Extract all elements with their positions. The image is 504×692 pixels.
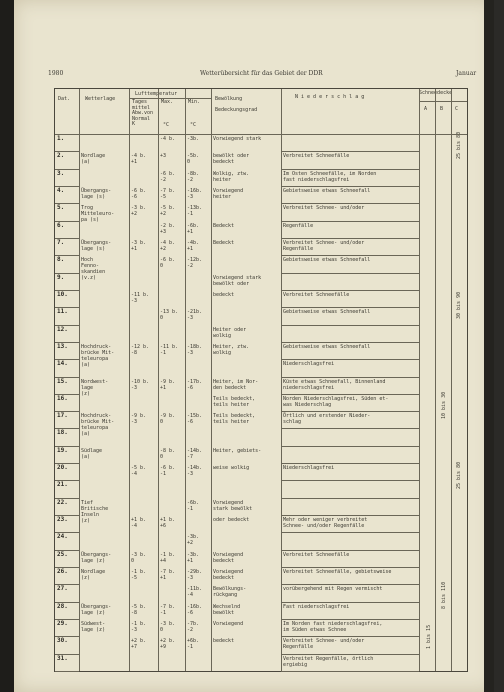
row-7-precip: Verbreitet Schnee- und/oder Regenfälle (283, 239, 365, 252)
book-binding (0, 0, 14, 692)
row-divider (281, 671, 419, 672)
row-22-day: 22. (57, 498, 68, 506)
row-11-precip: Gebietsweise etwas Schneefall (283, 309, 371, 316)
row-14-day: 14. (57, 360, 68, 368)
row-7-situation: Übergangs- lage (s) (81, 239, 112, 252)
row-17-situation: Hochdruck- brücke Mit- teleuropa (a) (81, 413, 115, 438)
row-24-min: -3b. +2 (187, 534, 200, 547)
row-2-min: -5b. 0 (187, 153, 200, 166)
row-13-day: 13. (57, 342, 68, 350)
row-3-cloud: Wolkig, ztw. heiter (213, 170, 250, 183)
row-16-precip: Norden Niederschlagsfrei, Süden et- was Niederschlag (283, 395, 389, 408)
row-9-day: 9. (57, 273, 65, 281)
row-28-precip: Fast niederschlagsfrei (283, 603, 350, 610)
row-12-cloud: Heiter oder wolkig (213, 326, 247, 339)
row-divider (281, 273, 419, 274)
row-20-max: -6 b. -1 (160, 465, 176, 478)
row-27-day: 27. (57, 585, 68, 593)
row-4-cloud: Vorwiegend heiter (213, 187, 244, 200)
row-25-precip: Verbreitet Schneefälle (283, 551, 350, 558)
col-min-header: Min. (188, 99, 201, 105)
row-11-min: -21b. -3 (187, 309, 203, 322)
row-divider (281, 290, 419, 291)
row-26-mean: -1 b. -5 (131, 569, 147, 582)
row-17-precip: Örtlich und erstender Nieder- schlag (283, 413, 371, 426)
row-13-situation: Hochdruck- brücke Mit- teleuropa (a) (81, 343, 115, 368)
col-day-header: Dat. (58, 96, 71, 102)
row-23-max: +1 b. +6 (160, 517, 176, 530)
row-divider (281, 498, 419, 499)
row-30-min: +6b. -1 (187, 638, 200, 651)
row-6-min: -6b. +1 (187, 222, 200, 235)
row-26-day: 26. (57, 568, 68, 576)
col-divider (79, 89, 80, 671)
row-5-min: -13b. -1 (187, 205, 203, 218)
row-29-precip: Im Norden fast niederschlagsfrei, im Süden etwas Schnee (283, 621, 383, 634)
row-11-max: -13 b. 0 (160, 309, 179, 322)
row-divider (281, 359, 419, 360)
row-8-precip: Gebietsweise etwas Schneefall (283, 257, 371, 264)
col-situation-header: Wetterlage (85, 96, 116, 102)
row-divider (281, 550, 419, 551)
row-8-min: -12b. -2 (187, 257, 203, 270)
col-divider (451, 89, 452, 671)
col-precip-header: N i e d e r s c h l a g (295, 94, 365, 100)
row-divider (419, 101, 467, 102)
weather-table (54, 88, 468, 672)
row-8-situation: Hoch Fenno- skandien (v.z) (81, 257, 106, 282)
col-divider (211, 89, 212, 671)
row-26-situation: Nordlage (z) (81, 569, 106, 582)
row-11-day: 11. (57, 308, 68, 316)
row-divider (281, 377, 419, 378)
row-divider (281, 238, 419, 239)
row-divider (281, 169, 419, 170)
row-divider (281, 636, 419, 637)
row-8-day: 8. (57, 256, 65, 264)
row-23-day: 23. (57, 516, 68, 524)
row-1-cloud: Vorwiegend stark (213, 136, 262, 142)
col-max-header: Max. (161, 99, 174, 105)
snow-b-note: 10 bis 30 (441, 391, 447, 419)
row-20-precip: Niederschlagsfrei (283, 465, 335, 472)
row-divider (281, 307, 419, 308)
snow-c-mid-note: 25 bis 80 (456, 461, 462, 489)
row-divider (281, 186, 419, 187)
row-divider (281, 411, 419, 412)
row-30-precip: Verbreitet Schnee- und/oder Regenfälle (283, 638, 365, 651)
col-snow-a: A (424, 106, 428, 112)
row-7-min: -4b. +1 (187, 239, 200, 252)
row-13-precip: Gebietsweise etwas Schneefall (283, 343, 371, 350)
snow-c-note: 30 bis 90 (456, 291, 462, 319)
row-5-situation: Trog Mitteleuro- pa (s) (81, 205, 115, 224)
row-divider (281, 567, 419, 568)
snow-b-bottom-note: 8 bis 110 (441, 581, 447, 609)
row-6-cloud: Bedeckt (213, 222, 235, 229)
row-27-min: -11b. -4 (187, 586, 203, 599)
row-29-day: 29. (57, 620, 68, 628)
row-divider (281, 515, 419, 516)
row-5-mean: -3 b. +2 (131, 205, 147, 218)
row-21-day: 21. (57, 481, 68, 489)
row-divider (281, 446, 419, 447)
row-7-max: -4 b. +2 (160, 239, 176, 252)
col-snow-b: B (440, 106, 444, 112)
row-6-max: -2 b. +3 (160, 222, 176, 235)
row-divider (55, 671, 79, 672)
row-28-situation: Übergangs- lage (z) (81, 603, 112, 616)
row-2-precip: Verbreitet Schneefälle (283, 153, 350, 160)
col-min-unit: °C (190, 122, 197, 128)
row-15-min: -17b. -6 (187, 378, 203, 391)
row-2-max: +3 (160, 153, 167, 160)
row-22-min: -6b. -1 (187, 499, 200, 512)
row-20-cloud: weise wolkig (213, 465, 250, 472)
row-15-mean: -10 b. -3 (131, 378, 150, 391)
row-13-max: -11 b. -1 (160, 343, 179, 356)
row-16-day: 16. (57, 394, 68, 402)
row-26-precip: Verbreitet Schneefälle, gebietsweise (283, 569, 392, 576)
row-19-cloud: Heiter, gebiets- (213, 447, 262, 454)
row-20-min: -14b. -3 (187, 465, 203, 478)
row-15-day: 15. (57, 377, 68, 385)
row-13-cloud: Heiter, ztw. wolkig (213, 343, 250, 356)
row-17-cloud: Teils bedeckt, teils heiter (213, 413, 256, 426)
row-divider (281, 602, 419, 603)
row-30-cloud: bedeckt (213, 638, 235, 645)
row-5-precip: Verbreitet Schnee- und/oder (283, 205, 365, 212)
row-4-precip: Gebietsweise etwas Schneefall (283, 187, 371, 194)
row-2-situation: Nordlage (a) (81, 153, 106, 166)
row-19-situation: Südlage (a) (81, 447, 103, 460)
row-4-day: 4. (57, 186, 65, 194)
col-airtemp-header: Lufttemperatur (135, 91, 178, 97)
row-29-min: -7b. -2 (187, 621, 200, 634)
snow-c-top-note: 25 bis 80 (456, 131, 462, 159)
row-25-min: -3b. +1 (187, 551, 200, 564)
row-28-max: -7 b. -1 (160, 603, 176, 616)
col-divider (129, 89, 130, 671)
row-divider (55, 134, 467, 135)
row-29-mean: -1 b. -3 (131, 621, 147, 634)
row-3-min: -8b. -2 (187, 170, 200, 183)
row-divider (281, 203, 419, 204)
row-14-precip: Niederschlagsfrei (283, 361, 335, 368)
row-17-min: -15b. -6 (187, 413, 203, 426)
row-divider (281, 325, 419, 326)
row-divider (281, 428, 419, 429)
row-28-mean: -5 b. -8 (131, 603, 147, 616)
col-snow-c: C (455, 106, 459, 112)
row-20-day: 20. (57, 464, 68, 472)
row-23-mean: +1 b. -4 (131, 517, 147, 530)
row-6-day: 6. (57, 221, 65, 229)
row-18-day: 18. (57, 429, 68, 437)
row-15-precip: Küste etwas Schneefall, Binnenland niederschlagsfrei (283, 378, 386, 391)
row-3-precip: Im Osten Schneefälle, im Norden fast niederschlagsfrei (283, 170, 377, 183)
row-25-situation: Übergangs- lage (z) (81, 551, 112, 564)
row-19-min: -14b. -7 (187, 447, 203, 460)
row-2-cloud: bewölkt oder bedeckt (213, 153, 250, 166)
col-divider (158, 89, 159, 671)
row-25-cloud: Vorwiegend bedeckt (213, 551, 244, 564)
row-divider (281, 532, 419, 533)
row-7-cloud: Bedeckt (213, 239, 235, 246)
row-19-day: 19. (57, 446, 68, 454)
col-divider (185, 89, 186, 671)
snow-a-note: 1 bis 15 (426, 624, 432, 649)
row-9-cloud: Vorwiegend stark bewölkt oder (213, 274, 262, 287)
row-31-precip: Verbreitet Regenfälle, örtlich ergiebig (283, 655, 374, 668)
page-year: 1980 (48, 70, 64, 77)
row-28-cloud: Wechselnd bewölkt (213, 603, 241, 616)
row-10-cloud: bedeckt (213, 291, 235, 298)
row-divider (281, 151, 419, 152)
row-4-min: -16b. -3 (187, 187, 203, 200)
row-10-precip: Verbreitet Schneefälle (283, 291, 350, 298)
row-divider (281, 463, 419, 464)
row-19-max: -8 b. 0 (160, 447, 176, 460)
row-divider (281, 584, 419, 585)
row-15-max: -9 b. +1 (160, 378, 176, 391)
row-25-mean: -3 b. 0 (131, 551, 147, 564)
row-27-cloud: Bewölkungs- rückgang (213, 586, 247, 599)
row-28-min: -16b. -6 (187, 603, 203, 616)
row-3-day: 3. (57, 169, 65, 177)
row-23-cloud: oder bedeckt (213, 517, 250, 524)
row-25-max: -1 b. +4 (160, 551, 176, 564)
row-22-cloud: Vorwiegend stark bewölkt (213, 499, 253, 512)
row-1-max: -4 b. (160, 136, 176, 142)
row-17-max: -9 b. 0 (160, 413, 176, 426)
row-23-precip: Mehr oder weniger verbreitet Schnee- und/oder Regenfälle (283, 517, 368, 530)
row-4-situation: Übergangs- lage (s) (81, 187, 112, 200)
row-divider (281, 619, 419, 620)
row-29-max: -3 b. 0 (160, 621, 176, 634)
row-5-day: 5. (57, 204, 65, 212)
row-13-mean: -12 b. -8 (131, 343, 150, 356)
row-2-day: 2. (57, 152, 65, 160)
page-title: Wetterübersicht für das Gebiet der DDR (200, 70, 323, 77)
row-30-max: +2 b. +9 (160, 638, 176, 651)
row-divider (281, 342, 419, 343)
row-31-day: 31. (57, 654, 68, 662)
row-10-day: 10. (57, 290, 68, 298)
row-7-day: 7. (57, 238, 65, 246)
row-25-day: 25. (57, 550, 68, 558)
row-12-day: 12. (57, 325, 68, 333)
row-divider (281, 654, 419, 655)
row-2-mean: -4 b. +1 (131, 153, 147, 166)
row-15-cloud: Heiter, im Nor- den bedeckt (213, 378, 259, 391)
row-27-precip: vorübergehend mit Regen vermischt (283, 586, 383, 593)
row-29-cloud: Vorwiegend (213, 621, 244, 628)
row-15-situation: Nordwest- lage (z) (81, 378, 109, 397)
row-24-day: 24. (57, 533, 68, 541)
row-divider (281, 255, 419, 256)
row-26-min: -29b. -3 (187, 569, 203, 582)
col-snow-header: Schneedecke (419, 90, 453, 96)
row-26-max: -7 b. +1 (160, 569, 176, 582)
row-10-mean: -11 b. -3 (131, 291, 150, 304)
row-6-precip: Regenfälle (283, 222, 314, 229)
row-30-day: 30. (57, 637, 68, 645)
page-edge (484, 0, 494, 692)
row-22-situation: Tief Britische Inseln (z) (81, 499, 109, 524)
row-17-mean: -9 b. -3 (131, 413, 147, 426)
row-29-situation: Südwest- lage (z) (81, 621, 106, 634)
row-28-day: 28. (57, 602, 68, 610)
row-divider (281, 480, 419, 481)
row-divider (281, 221, 419, 222)
row-26-cloud: Vorwiegend bedeckt (213, 569, 244, 582)
col-divider (419, 89, 420, 671)
row-7-mean: -3 b. +1 (131, 239, 147, 252)
row-divider (281, 394, 419, 395)
row-4-max: -7 b. -5 (160, 187, 176, 200)
row-16-cloud: Teils bedeckt, teils heiter (213, 395, 256, 408)
col-mean-header: Tages mittel Abw.von Normal K (132, 99, 154, 128)
col-cloud-header: Bewölkung Bedeckungsgrad (215, 96, 258, 114)
row-8-max: -6 b. 0 (160, 257, 176, 270)
col-divider (435, 89, 436, 671)
page-month: Januar (456, 70, 477, 77)
row-1-day: 1. (57, 135, 65, 142)
row-3-max: -6 b. -2 (160, 170, 176, 183)
row-13-min: -18b. -3 (187, 343, 203, 356)
row-divider (129, 98, 211, 99)
row-30-mean: +2 b. +7 (131, 638, 147, 651)
row-4-mean: -6 b. -6 (131, 187, 147, 200)
row-1-min: -3b. (187, 136, 200, 142)
row-20-mean: -5 b. -4 (131, 465, 147, 478)
col-max-unit: °C (163, 122, 170, 128)
row-17-day: 17. (57, 412, 68, 420)
row-5-max: -5 b. +2 (160, 205, 176, 218)
